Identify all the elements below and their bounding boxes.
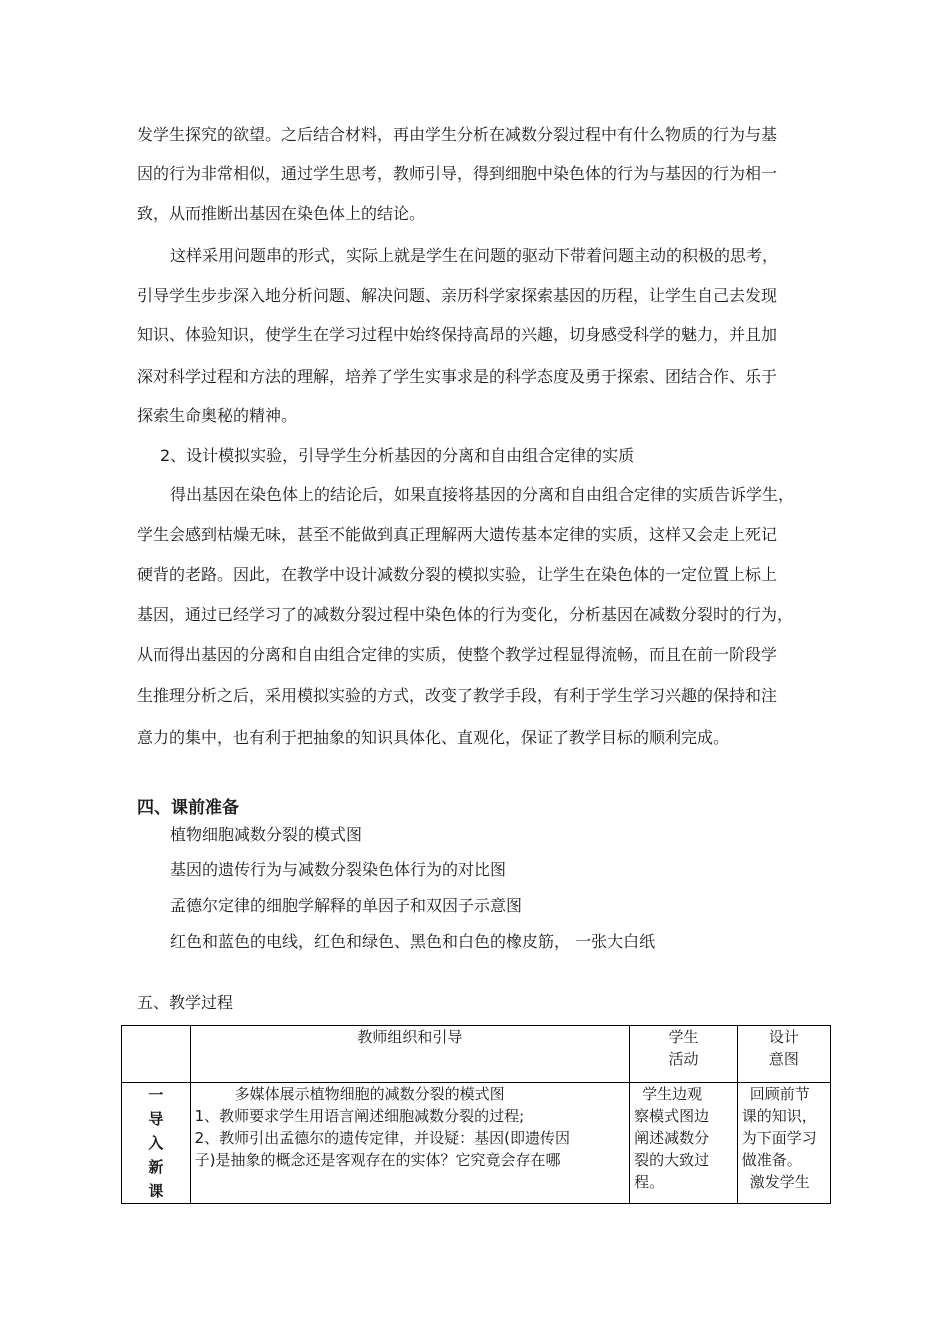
teaching-process-table bbox=[121, 1025, 831, 1204]
list-item: 红色和蓝色的电线，红色和绿色、黑色和白色的橡皮筋， 一张大白纸 bbox=[170, 932, 656, 951]
student-cell bbox=[630, 1083, 738, 1204]
stage-char: 课 bbox=[148, 1182, 164, 1200]
cell-text: 裂的大致过 bbox=[634, 1151, 710, 1169]
paragraph-line: 探索生命奥秘的精神。 bbox=[137, 406, 298, 425]
cell-text: 子)是抽象的概念还是客观存在的实体？它究竟会存在哪 bbox=[194, 1151, 561, 1169]
header-text: 意图 bbox=[768, 1050, 799, 1068]
cell-text: 1、教师要求学生用语言阐述细胞减数分裂的过程; bbox=[194, 1107, 525, 1125]
cell-text: 程。 bbox=[634, 1173, 665, 1191]
paragraph-line: 发学生探究的欲望。之后结合材料，再由学生分析在减数分裂过程中有什么物质的行为与基 bbox=[137, 125, 778, 144]
paragraph-line: 深对科学过程和方法的理解，培养了学生实事求是的科学态度及勇于探索、团结合作、乐于 bbox=[137, 367, 778, 386]
cell-text: 察模式图边 bbox=[634, 1107, 710, 1125]
table-header-cell bbox=[122, 1026, 191, 1083]
cell-text: 多媒体展示植物细胞的减数分裂的模式图 bbox=[234, 1085, 505, 1103]
cell-text: 学生边观 bbox=[642, 1085, 703, 1103]
stage-char: 一 bbox=[148, 1086, 164, 1104]
paragraph-line: 基因，通过已经学习了的减数分裂过程中染色体的行为变化，分析基因在减数分裂时的行为， bbox=[137, 605, 794, 624]
list-item: 基因的遗传行为与减数分裂染色体行为的对比图 bbox=[170, 860, 507, 879]
section-heading: 四、课前准备 bbox=[137, 798, 239, 818]
cell-text: 激发学生 bbox=[749, 1173, 810, 1191]
stage-char: 新 bbox=[148, 1158, 164, 1176]
paragraph-line: 学生会感到枯燥无味，甚至不能做到真正理解两大遗传基本定律的实质，这样又会走上死记 bbox=[137, 525, 778, 544]
cell-text: 阐述减数分 bbox=[634, 1129, 710, 1147]
paragraph-line: 这样采用问题串的形式，实际上就是学生在问题的驱动下带着问题主动的积极的思考， bbox=[170, 246, 779, 265]
section-heading: 五、教学过程 bbox=[137, 993, 234, 1012]
paragraph-line: 因的行为非常相似，通过学生思考，教师引导，得到细胞中染色体的行为与基因的行为相一 bbox=[137, 164, 778, 183]
paragraph-line: 引导学生步步深入地分析问题、解决问题、亲历科学家探索基因的历程，让学生自己去发现 bbox=[137, 286, 778, 305]
cell-text: 做准备。 bbox=[741, 1151, 802, 1169]
design-cell bbox=[737, 1083, 830, 1204]
table-header-cell bbox=[630, 1026, 738, 1083]
table-row bbox=[122, 1083, 831, 1204]
cell-text: 为下面学习 bbox=[741, 1129, 817, 1147]
paragraph-line: 从而得出基因的分离和自由组合定律的实质，使整个教学过程显得流畅，而且在前一阶段学 bbox=[137, 645, 778, 664]
cell-text: 2、教师引出孟德尔的遗传定律，并设疑：基因(即遗传因 bbox=[194, 1129, 571, 1147]
paragraph-line: 生推理分析之后，采用模拟实验的方式，改变了教学手段，有利于学生学习兴趣的保持和注 bbox=[137, 686, 778, 705]
stage-cell bbox=[122, 1083, 191, 1204]
paragraph-line: 硬背的老路。因此，在教学中设计减数分裂的模拟实验，让学生在染色体的一定位置上标上 bbox=[137, 565, 778, 584]
teacher-cell bbox=[190, 1083, 630, 1204]
list-item: 孟德尔定律的细胞学解释的单因子和双因子示意图 bbox=[170, 896, 523, 915]
list-item: 植物细胞减数分裂的模式图 bbox=[170, 825, 363, 844]
header-text: 活动 bbox=[668, 1050, 699, 1068]
paragraph-line: 得出基因在染色体上的结论后，如果直接将基因的分离和自由组合定律的实质告诉学生， bbox=[170, 485, 795, 504]
cell-text: 课的知识， bbox=[741, 1107, 817, 1125]
header-text: 学生 bbox=[668, 1028, 699, 1046]
stage-char: 入 bbox=[148, 1134, 164, 1152]
subheading-line: 2、设计模拟实验，引导学生分析基因的分离和自由组合定律的实质 bbox=[160, 446, 635, 465]
table-header-row bbox=[122, 1026, 831, 1083]
header-text: 设计 bbox=[768, 1028, 799, 1046]
paragraph-line: 意力的集中，也有利于把抽象的知识具体化、直观化，保证了教学目标的顺利完成。 bbox=[137, 728, 730, 747]
cell-text: 回顾前节 bbox=[749, 1085, 810, 1103]
stage-char: 导 bbox=[148, 1110, 164, 1128]
paragraph-line: 知识、体验知识，使学生在学习过程中始终保持高昂的兴趣，切身感受科学的魅力，并且加 bbox=[137, 325, 778, 344]
paragraph-line: 致，从而推断出基因在染色体上的结论。 bbox=[137, 204, 426, 223]
table-header-cell: 教师组织和引导 bbox=[190, 1026, 630, 1083]
table-header-cell bbox=[737, 1026, 830, 1083]
